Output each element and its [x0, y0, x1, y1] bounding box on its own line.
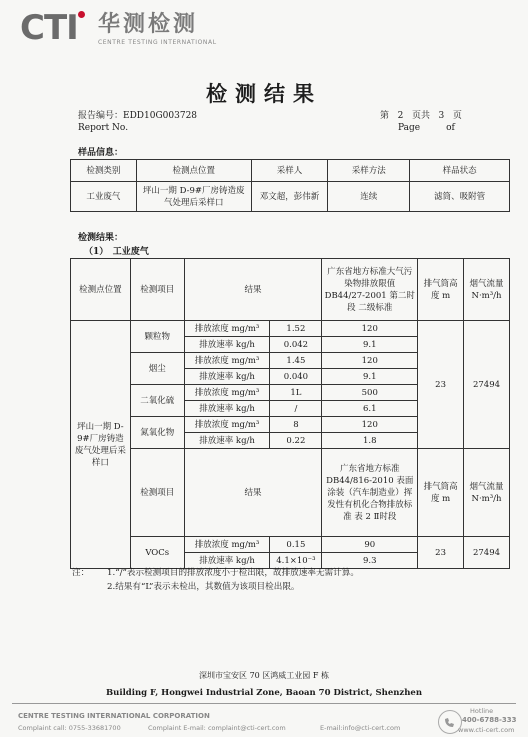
logo-dot-icon: [78, 11, 85, 18]
table-row: 烟尘 排放浓度 mg/m³ 1.45 120: [71, 353, 510, 369]
table-row: 坪山一期 D-9#厂房铸造废气处理后采样口 颗粒物 排放浓度 mg/m³ 1.52 120 23 27494: [71, 321, 510, 337]
table-header-row: 检测类别 检测点位置 采样人 采样方法 样品状态: [71, 160, 510, 182]
results-subheading: （1） 工业废气: [84, 247, 149, 257]
standard-1: 广东省地方标准大气污染物排放限值 DB44/27-2001 第二时段 二级标准: [322, 259, 418, 321]
table-row: 排放速率 kg/h 0.040 9.1: [71, 369, 510, 385]
company-logo: [20, 8, 270, 50]
results-heading: 检测结果：: [78, 233, 124, 243]
results-table: [70, 258, 510, 569]
table-row: VOCs 排放浓度 mg/m³ 0.15 90 23 27494: [71, 537, 510, 553]
footer-complaint-call: Complaint call: 0755-33681700: [18, 724, 121, 732]
notes-list: [107, 566, 507, 594]
footer-company: CENTRE TESTING INTERNATIONAL CORPORATION: [18, 712, 210, 720]
address-english: Building F, Hongwei Industrial Zone, Baoan 70 District, Shenzhen: [105, 688, 423, 698]
sampling-location: 坪山一期 D-9#厂房铸造废气处理后采样口: [71, 321, 131, 569]
sample-info-heading: 样品信息：: [78, 148, 124, 158]
footer-complaint-email: Complaint E-mail: complaint@cti-cert.com: [148, 724, 286, 732]
table-row: 排放速率 kg/h 0.22 1.8: [71, 433, 510, 449]
sample-info-table: [70, 159, 510, 212]
page-title: 检测结果: [206, 81, 322, 106]
page-indicator: 第 2 页共 3 页 Page of: [380, 111, 462, 133]
logo-mark: CTI: [20, 8, 78, 48]
footer-website: www.cti-cert.com: [458, 726, 515, 734]
table-row: 氮氧化物 排放浓度 mg/m³ 8 120: [71, 417, 510, 433]
table-row: 二氧化硫 排放浓度 mg/m³ 1L 500: [71, 385, 510, 401]
note-item: 2.结果有“L”表示未检出，其数值为该项目检出限。: [107, 582, 300, 592]
note-item: 1.“/”表示检测项目的排放浓度小于检出限，故排放速率无需计算。: [107, 568, 359, 578]
address-chinese: 深圳市宝安区 70 区鸿威工业园 F 栋: [199, 671, 329, 680]
table-row: 工业废气 坪山一期 D-9#厂房铸造废气处理后采样口 邓文超，彭伟新 连续 滤筒、吸附管: [71, 182, 510, 212]
footer-hotline: 400-6788-333: [462, 716, 517, 724]
table-row: 排放速率 kg/h 0.042 9.1: [71, 337, 510, 353]
footer-divider: [12, 703, 516, 704]
report-number: 报告编号：EDD10G003728 Report No.: [78, 111, 198, 133]
notes-label: 注：: [72, 568, 90, 578]
table-header-row: 检测项目 结果 广东省地方标准 DB44/816-2010 表面涂装（汽车制造业）挥发性有机化合物排放标准 表 2 Ⅱ时段 排气筒高度 m 烟气流量 N·m³/h: [71, 449, 510, 537]
table-row: 排放速率 kg/h 4.1×10⁻³ 9.3: [71, 553, 510, 569]
footer-hotline-label: Hotline: [470, 707, 494, 715]
standard-2: 广东省地方标准 DB44/816-2010 表面涂装（汽车制造业）挥发性有机化合物排放标准 表 2 Ⅱ时段: [322, 449, 418, 537]
footer-email: E-mail:info@cti-cert.com: [320, 724, 401, 732]
table-row: 排放速率 kg/h / 6.1: [71, 401, 510, 417]
table-header-row: 检测点位置 检测项目 结果 广东省地方标准大气污染物排放限值 DB44/27-2001 第二时段 二级标准 排气筒高度 m 烟气流量 N·m³/h: [71, 259, 510, 321]
logo-chinese-name: 华测检测: [98, 11, 199, 37]
logo-english-name: CENTRE TESTING INTERNATIONAL: [98, 39, 217, 46]
